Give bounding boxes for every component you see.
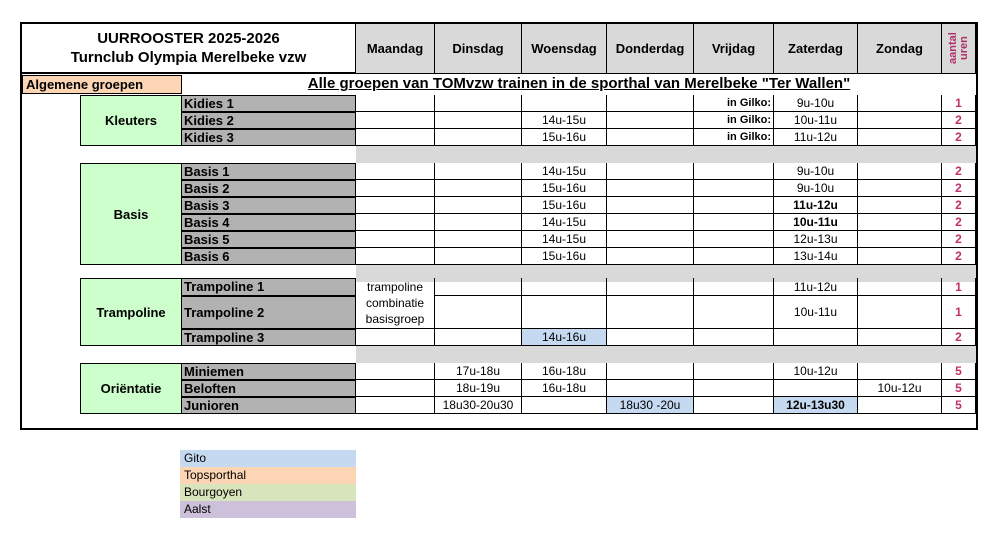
schedule-cell-donderdag bbox=[607, 129, 694, 146]
schedule-cell-zondag bbox=[858, 197, 942, 214]
schedule-cell-vrijdag bbox=[694, 231, 774, 248]
schedule-cell-maandag bbox=[356, 248, 435, 265]
row-label: Kidies 3 bbox=[182, 129, 356, 146]
schedule-cell-zaterdag: 9u-10u bbox=[774, 95, 858, 112]
day-header-vrijdag: Vrijdag bbox=[694, 22, 774, 74]
schedule-cell-donderdag bbox=[607, 180, 694, 197]
schedule-cell-woensdag bbox=[522, 278, 607, 296]
schedule-cell-dinsdag: 18u30-20u30 bbox=[435, 397, 522, 414]
row-label: Basis 1 bbox=[182, 163, 356, 180]
row-label: Miniemen bbox=[182, 363, 356, 380]
day-header-dinsdag: Dinsdag bbox=[435, 22, 522, 74]
row-label: Beloften bbox=[182, 380, 356, 397]
schedule-cell-maandag bbox=[356, 363, 435, 380]
row-label: Kidies 2 bbox=[182, 112, 356, 129]
separator-band bbox=[356, 346, 976, 363]
schedule-cell-zaterdag: 11u-12u bbox=[774, 197, 858, 214]
uren-cell: 2 bbox=[942, 248, 976, 265]
schedule-cell-zaterdag: 12u-13u bbox=[774, 231, 858, 248]
uren-cell: 2 bbox=[942, 112, 976, 129]
schedule-cell-maandag bbox=[356, 231, 435, 248]
schedule-cell-zondag bbox=[858, 329, 942, 346]
schedule-cell-dinsdag bbox=[435, 214, 522, 231]
uren-cell: 2 bbox=[942, 197, 976, 214]
day-header-maandag: Maandag bbox=[356, 22, 435, 74]
schedule-cell-zondag bbox=[858, 163, 942, 180]
schedule-cell-maandag bbox=[356, 214, 435, 231]
group-label: Oriëntatie bbox=[80, 363, 182, 414]
schedule-cell-donderdag bbox=[607, 214, 694, 231]
schedule-cell-zondag bbox=[858, 296, 942, 329]
schedule-cell-maandag bbox=[356, 180, 435, 197]
schedule-cell-zondag bbox=[858, 214, 942, 231]
schedule-cell-zaterdag: 12u-13u30 bbox=[774, 397, 858, 414]
schedule-cell-dinsdag bbox=[435, 231, 522, 248]
schedule-cell-dinsdag bbox=[435, 248, 522, 265]
row-label: Junioren bbox=[182, 397, 356, 414]
legend-item-aalst: Aalst bbox=[180, 501, 356, 518]
schedule-cell-zaterdag: 9u-10u bbox=[774, 163, 858, 180]
schedule-cell-donderdag bbox=[607, 278, 694, 296]
row-label: Trampoline 2 bbox=[182, 296, 356, 329]
schedule-cell-vrijdag: in Gilko: bbox=[694, 112, 774, 129]
schedule-cell-vrijdag bbox=[694, 214, 774, 231]
separator-band bbox=[356, 146, 976, 163]
schedule-cell-woensdag bbox=[522, 95, 607, 112]
schedule-cell-zaterdag: 10u-11u bbox=[774, 112, 858, 129]
schedule-cell-maandag bbox=[356, 112, 435, 129]
group-label: Trampoline bbox=[80, 278, 182, 346]
uren-header bbox=[942, 22, 976, 74]
uren-cell: 2 bbox=[942, 214, 976, 231]
schedule-cell-vrijdag bbox=[694, 397, 774, 414]
schedule-cell-zondag bbox=[858, 129, 942, 146]
schedule-cell-dinsdag bbox=[435, 296, 522, 329]
schedule-cell-donderdag bbox=[607, 197, 694, 214]
schedule-cell-dinsdag bbox=[435, 278, 522, 296]
schedule-cell-maandag bbox=[356, 163, 435, 180]
schedule-cell-vrijdag bbox=[694, 180, 774, 197]
schedule-cell-vrijdag bbox=[694, 329, 774, 346]
schedule-cell-donderdag bbox=[607, 163, 694, 180]
schedule-cell-zondag bbox=[858, 397, 942, 414]
uren-cell: 1 bbox=[942, 296, 976, 329]
group-label: Kleuters bbox=[80, 95, 182, 146]
schedule-cell-donderdag: 18u30 -20u bbox=[607, 397, 694, 414]
schedule-cell-woensdag: 16u-18u bbox=[522, 363, 607, 380]
legend-item-bourgoyen: Bourgoyen bbox=[180, 484, 356, 501]
legend-item-gito: Gito bbox=[180, 450, 356, 467]
schedule-cell-zondag bbox=[858, 248, 942, 265]
day-header-zondag: Zondag bbox=[858, 22, 942, 74]
schedule-cell-vrijdag bbox=[694, 296, 774, 329]
schedule-cell-zaterdag bbox=[774, 380, 858, 397]
schedule-cell-woensdag: 14u-15u bbox=[522, 214, 607, 231]
schedule-cell-maandag bbox=[356, 397, 435, 414]
schedule-cell-zaterdag bbox=[774, 329, 858, 346]
algemene-groepen-label: Algemene groepen bbox=[22, 75, 182, 94]
schedule-cell-dinsdag bbox=[435, 129, 522, 146]
group-label: Basis bbox=[80, 163, 182, 265]
schedule-cell-zondag bbox=[858, 278, 942, 296]
uren-cell: 2 bbox=[942, 180, 976, 197]
day-header-woensdag: Woensdag bbox=[522, 22, 607, 74]
schedule-cell-woensdag: 16u-18u bbox=[522, 380, 607, 397]
row-label: Trampoline 3 bbox=[182, 329, 356, 346]
uren-cell: 1 bbox=[942, 278, 976, 296]
schedule-cell-dinsdag bbox=[435, 112, 522, 129]
schedule-title bbox=[20, 22, 356, 74]
schedule-cell-maandag bbox=[356, 197, 435, 214]
schedule-cell-donderdag bbox=[607, 296, 694, 329]
schedule-cell-woensdag: 14u-15u bbox=[522, 231, 607, 248]
uren-cell: 5 bbox=[942, 380, 976, 397]
schedule-cell-woensdag bbox=[522, 397, 607, 414]
schedule-cell-zondag: 10u-12u bbox=[858, 380, 942, 397]
uren-cell: 5 bbox=[942, 397, 976, 414]
schedule-cell-dinsdag bbox=[435, 329, 522, 346]
schedule-cell-donderdag bbox=[607, 329, 694, 346]
schedule-cell-vrijdag bbox=[694, 163, 774, 180]
title-line-2: Turnclub Olympia Merelbeke vzw bbox=[70, 49, 307, 66]
schedule-cell-woensdag: 15u-16u bbox=[522, 248, 607, 265]
schedule-cell-zaterdag: 9u-10u bbox=[774, 180, 858, 197]
trampoline-monday-note: trampoline combinatie basisgroep bbox=[356, 278, 435, 329]
schedule-cell-vrijdag bbox=[694, 278, 774, 296]
uren-cell: 2 bbox=[942, 329, 976, 346]
schedule-cell-woensdag bbox=[522, 296, 607, 329]
schedule-cell-vrijdag bbox=[694, 197, 774, 214]
schedule-cell-maandag bbox=[356, 329, 435, 346]
schedule-cell-zaterdag: 10u-11u bbox=[774, 296, 858, 329]
schedule-cell-woensdag: 14u-15u bbox=[522, 112, 607, 129]
uren-cell: 2 bbox=[942, 231, 976, 248]
schedule-cell-woensdag: 15u-16u bbox=[522, 129, 607, 146]
schedule-cell-vrijdag bbox=[694, 380, 774, 397]
uren-cell: 5 bbox=[942, 363, 976, 380]
uren-cell: 2 bbox=[942, 163, 976, 180]
schedule-cell-zondag bbox=[858, 231, 942, 248]
schedule-cell-dinsdag bbox=[435, 197, 522, 214]
schedule-cell-vrijdag bbox=[694, 363, 774, 380]
schedule-cell-dinsdag bbox=[435, 180, 522, 197]
schedule-cell-vrijdag: in Gilko: bbox=[694, 129, 774, 146]
row-label: Basis 2 bbox=[182, 180, 356, 197]
schedule-cell-woensdag: 14u-16u bbox=[522, 329, 607, 346]
schedule-cell-woensdag: 15u-16u bbox=[522, 197, 607, 214]
schedule-cell-woensdag: 14u-15u bbox=[522, 163, 607, 180]
schedule-cell-donderdag bbox=[607, 363, 694, 380]
schedule-cell-maandag bbox=[356, 380, 435, 397]
schedule-cell-zondag bbox=[858, 363, 942, 380]
schedule-cell-vrijdag: in Gilko: bbox=[694, 95, 774, 112]
uren-cell: 1 bbox=[942, 95, 976, 112]
schedule-cell-dinsdag bbox=[435, 95, 522, 112]
title-line-1: UURROOSTER 2025-2026 bbox=[97, 30, 280, 47]
schedule-cell-zaterdag: 10u-11u bbox=[774, 214, 858, 231]
schedule-cell-dinsdag: 17u-18u bbox=[435, 363, 522, 380]
row-label: Trampoline 1 bbox=[182, 278, 356, 296]
schedule-cell-donderdag bbox=[607, 248, 694, 265]
schedule-cell-zondag bbox=[858, 180, 942, 197]
row-label: Basis 6 bbox=[182, 248, 356, 265]
row-label: Basis 5 bbox=[182, 231, 356, 248]
location-headline: Alle groepen van TOMvzw trainen in de sporthal van Merelbeke "Ter Wallen" bbox=[307, 75, 851, 92]
schedule-cell-zaterdag: 11u-12u bbox=[774, 278, 858, 296]
day-header-zaterdag: Zaterdag bbox=[774, 22, 858, 74]
day-header-donderdag: Donderdag bbox=[607, 22, 694, 74]
schedule-cell-zaterdag: 13u-14u bbox=[774, 248, 858, 265]
row-label: Basis 4 bbox=[182, 214, 356, 231]
schedule-cell-zaterdag: 11u-12u bbox=[774, 129, 858, 146]
row-label: Basis 3 bbox=[182, 197, 356, 214]
schedule-cell-woensdag: 15u-16u bbox=[522, 180, 607, 197]
schedule-cell-dinsdag: 18u-19u bbox=[435, 380, 522, 397]
schedule-cell-vrijdag bbox=[694, 248, 774, 265]
schedule-cell-donderdag bbox=[607, 112, 694, 129]
schedule-cell-donderdag bbox=[607, 380, 694, 397]
schedule-cell-zondag bbox=[858, 95, 942, 112]
schedule-cell-donderdag bbox=[607, 231, 694, 248]
uren-cell: 2 bbox=[942, 129, 976, 146]
schedule-cell-dinsdag bbox=[435, 163, 522, 180]
schedule-cell-maandag bbox=[356, 129, 435, 146]
uren-header-label: aantal uren bbox=[946, 32, 970, 65]
schedule-cell-zaterdag: 10u-12u bbox=[774, 363, 858, 380]
schedule-cell-zondag bbox=[858, 112, 942, 129]
schedule-cell-donderdag bbox=[607, 95, 694, 112]
row-label: Kidies 1 bbox=[182, 95, 356, 112]
schedule-cell-maandag bbox=[356, 95, 435, 112]
legend-item-topsporthal: Topsporthal bbox=[180, 467, 356, 484]
